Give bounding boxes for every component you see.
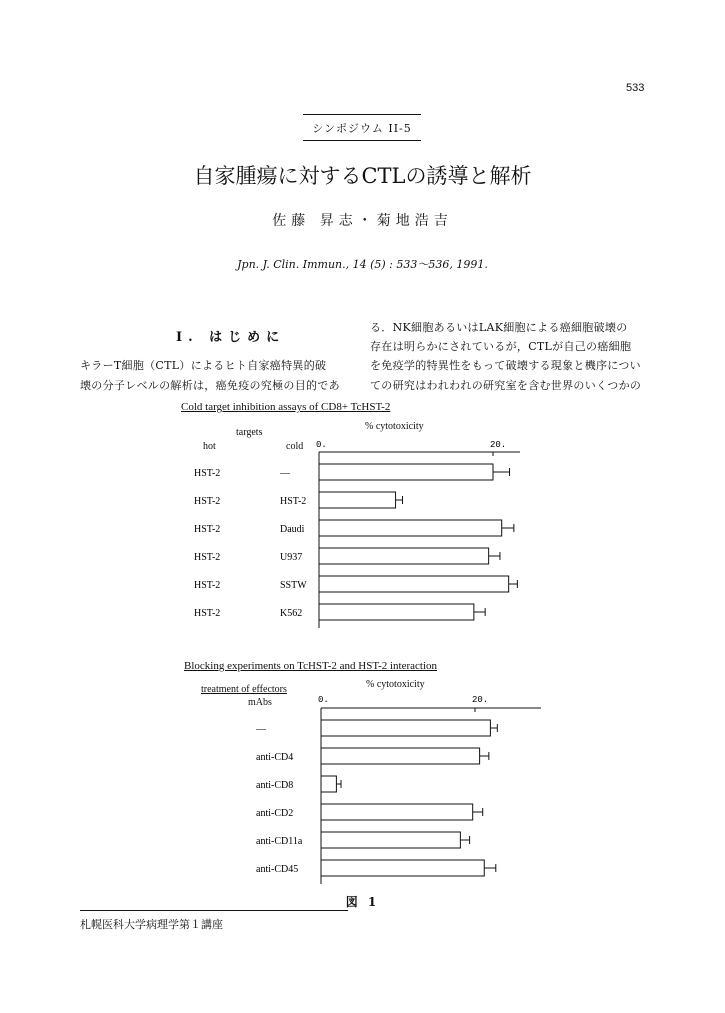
chart2-group-label: treatment of effectors <box>201 684 287 695</box>
chart1-bar <box>319 464 493 480</box>
chart1-row-label: HST-2 <box>194 552 221 563</box>
chart1-row-label: HST-2 <box>194 468 221 479</box>
symposium-series-label: シンポジウム II-5 <box>303 114 421 141</box>
section-heading: I. はじめに <box>176 330 286 345</box>
chart1-row-label: — <box>280 468 290 479</box>
chart2-bar <box>321 804 473 820</box>
chart2-tick-label: 20. <box>472 695 489 705</box>
chart1-tick-label: 20. <box>490 440 507 450</box>
chart2-bar <box>321 860 484 876</box>
page-number: 533 <box>626 82 645 94</box>
chart1-column-header-cold: cold <box>286 441 304 452</box>
left-column-line: 壊の分子レベルの解析は，癌免疫の究極の目的であ <box>80 379 340 392</box>
chart1-title: Cold target inhibition assays of CD8+ TcHST-2 <box>181 401 391 413</box>
chart1-row-label: HST-2 <box>194 496 221 507</box>
chart2-row-label: anti-CD45 <box>256 864 299 875</box>
chart2-title: Blocking experiments on TcHST-2 and HST-2 interaction <box>184 660 438 672</box>
figure-caption: 図 1 <box>345 895 380 909</box>
chart1-bar <box>319 548 489 564</box>
footnote-affiliation: 札幌医科大学病理学第１講座 <box>80 918 223 931</box>
chart1-row-label: Daudi <box>280 524 305 535</box>
chart1-row-label: SSTW <box>280 580 307 591</box>
right-column-line: を免疫学的特異性をもって破壊する現象と機序につい <box>370 359 641 372</box>
chart1-bar <box>319 604 474 620</box>
chart2-row-label: anti-CD4 <box>256 752 294 763</box>
left-column-line: キラーT細胞（CTL）によるヒト自家癌特異的破 <box>80 359 327 372</box>
chart1-row-label: HST-2 <box>194 608 221 619</box>
right-column-line: る．NK細胞あるいはLAK細胞による癌細胞破壊の <box>370 321 628 334</box>
chart2-row-label: — <box>256 724 266 735</box>
chart1-row-label: U937 <box>280 552 303 563</box>
chart1-axis-label: % cytotoxicity <box>365 421 424 432</box>
chart1-row-label: HST-2 <box>194 580 221 591</box>
chart2-bar <box>321 720 490 736</box>
right-column-line: ての研究はわれわれの研究室を含む世界のいくつかの <box>370 379 642 392</box>
chart2-tick-label: 0. <box>318 695 329 705</box>
chart1-row-label: HST-2 <box>194 524 221 535</box>
chart2-row-label: anti-CD11a <box>256 836 303 847</box>
citation: Jpn. J. Clin. Immun., 14 (5) : 533〜536, 1991. <box>237 258 488 271</box>
chart1-bar <box>319 576 509 592</box>
authors: 佐藤 昇志・菊地浩吉 <box>272 213 453 229</box>
chart2-axis-label: % cytotoxicity <box>366 679 425 690</box>
article-title: 自家腫瘍に対するCTLの誘導と解析 <box>193 164 532 188</box>
chart2-bar <box>321 748 480 764</box>
chart2-bar <box>321 776 336 792</box>
chart1-row-label: HST-2 <box>280 496 307 507</box>
chart2-row-label: anti-CD2 <box>256 808 294 819</box>
chart1-group-label: targets <box>236 427 263 438</box>
chart2-column-header-mabs: mAbs <box>248 697 272 708</box>
chart1-tick-label: 0. <box>316 440 327 450</box>
footnote-rule <box>80 910 348 911</box>
chart1-bar <box>319 520 502 536</box>
chart2-row-label: anti-CD8 <box>256 780 294 791</box>
right-column-line: 存在は明らかにされているが，CTLが自己の癌細胞 <box>370 340 632 353</box>
chart2-bar <box>321 832 460 848</box>
chart1-bar <box>319 492 396 508</box>
chart1-row-label: K562 <box>280 608 303 619</box>
chart1-column-header-hot: hot <box>203 441 216 452</box>
